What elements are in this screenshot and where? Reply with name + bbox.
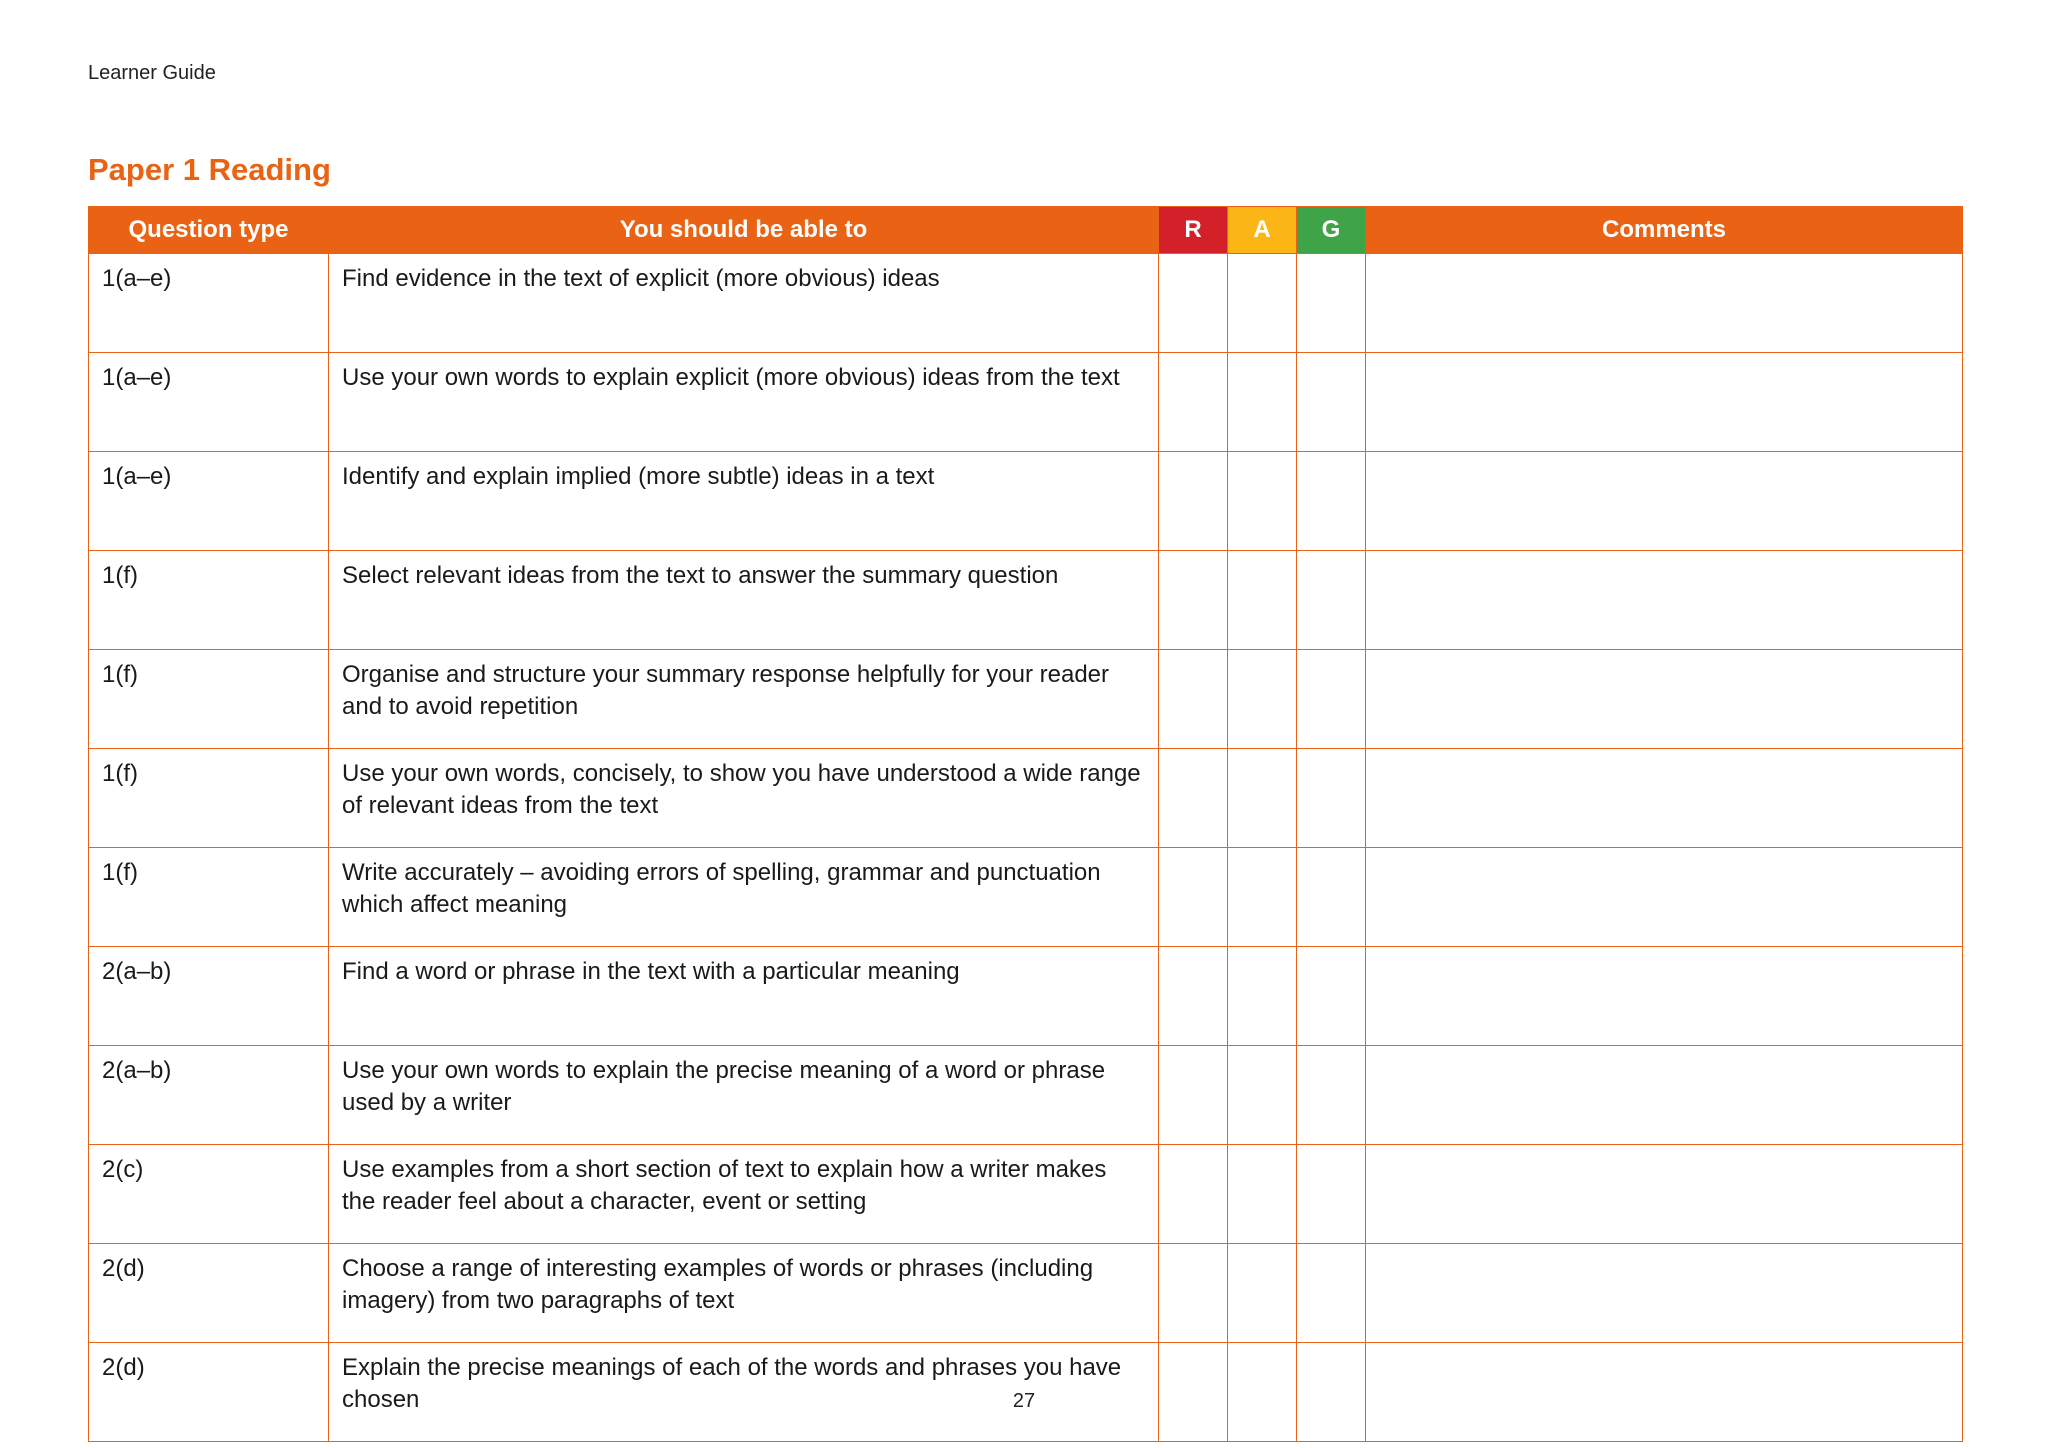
header-question-type: Question type [89,207,329,254]
rag-g-cell[interactable] [1297,650,1366,749]
comments-cell[interactable] [1366,254,1963,353]
rag-r-cell[interactable] [1159,650,1228,749]
section-title: Paper 1 Reading [88,152,331,187]
comments-cell[interactable] [1366,1145,1963,1244]
table-body [89,254,1963,1442]
rag-g-cell[interactable] [1297,848,1366,947]
skill-cell: Use your own words to explain explicit (more obvious) ideas from the text [329,353,1159,452]
rag-g-cell[interactable] [1297,353,1366,452]
question-type-cell: 1(f) [89,551,329,650]
rag-g-cell[interactable] [1297,947,1366,1046]
header-skill: You should be able to [329,207,1159,254]
rag-g-cell[interactable] [1297,749,1366,848]
question-type-cell: 1(f) [89,749,329,848]
comments-cell[interactable] [1366,650,1963,749]
rag-r-cell[interactable] [1159,1145,1228,1244]
table-row [89,1145,1963,1244]
table-row [89,947,1963,1046]
question-type-cell: 1(f) [89,650,329,749]
page-number: 27 [1012,1390,1036,1412]
rag-r-cell[interactable] [1159,353,1228,452]
rag-g-cell[interactable] [1297,1244,1366,1343]
table-row [89,254,1963,353]
rag-r-cell[interactable] [1159,551,1228,650]
question-type-cell: 1(a–e) [89,353,329,452]
table-row [89,1244,1963,1343]
header-a: A [1228,207,1297,254]
rag-g-cell[interactable] [1297,1145,1366,1244]
comments-cell[interactable] [1366,1046,1963,1145]
skill-cell: Use your own words to explain the precise meaning of a word or phrase used by a writer [329,1046,1159,1145]
skill-cell: Identify and explain implied (more subtle) ideas in a text [329,452,1159,551]
running-header: Learner Guide [88,62,216,84]
question-type-cell: 2(a–b) [89,1046,329,1145]
rag-g-cell[interactable] [1297,254,1366,353]
rag-r-cell[interactable] [1159,947,1228,1046]
table-header-row [89,207,1963,254]
skill-cell: Write accurately – avoiding errors of spelling, grammar and punctuation which affect meaning [329,848,1159,947]
rag-g-cell[interactable] [1297,1046,1366,1145]
rag-a-cell[interactable] [1228,947,1297,1046]
rag-a-cell[interactable] [1228,1145,1297,1244]
rag-a-cell[interactable] [1228,848,1297,947]
rag-g-cell[interactable] [1297,551,1366,650]
comments-cell[interactable] [1366,353,1963,452]
table-row [89,650,1963,749]
comments-cell[interactable] [1366,848,1963,947]
reading-checklist-table [88,206,1963,1442]
comments-cell[interactable] [1366,749,1963,848]
rag-r-cell[interactable] [1159,848,1228,947]
skill-cell: Use your own words, concisely, to show you have understood a wide range of relevant ideas from the text [329,749,1159,848]
header-r: R [1159,207,1228,254]
question-type-cell: 2(c) [89,1145,329,1244]
skill-cell: Find evidence in the text of explicit (more obvious) ideas [329,254,1159,353]
comments-cell[interactable] [1366,1244,1963,1343]
question-type-cell: 1(f) [89,848,329,947]
comments-cell[interactable] [1366,947,1963,1046]
rag-a-cell[interactable] [1228,749,1297,848]
rag-r-cell[interactable] [1159,749,1228,848]
rag-a-cell[interactable] [1228,551,1297,650]
rag-a-cell[interactable] [1228,254,1297,353]
rag-a-cell[interactable] [1228,452,1297,551]
skill-cell: Choose a range of interesting examples of words or phrases (including imagery) from two paragraphs of text [329,1244,1159,1343]
rag-a-cell[interactable] [1228,1046,1297,1145]
table-row [89,848,1963,947]
table-row [89,1046,1963,1145]
question-type-cell: 1(a–e) [89,452,329,551]
question-type-cell: 2(d) [89,1343,329,1442]
rag-a-cell[interactable] [1228,650,1297,749]
skill-cell: Organise and structure your summary response helpfully for your reader and to avoid repetition [329,650,1159,749]
skill-cell: Find a word or phrase in the text with a particular meaning [329,947,1159,1046]
comments-cell[interactable] [1366,551,1963,650]
table-row [89,551,1963,650]
skill-cell: Select relevant ideas from the text to answer the summary question [329,551,1159,650]
question-type-cell: 2(a–b) [89,947,329,1046]
question-type-cell: 1(a–e) [89,254,329,353]
header-g: G [1297,207,1366,254]
rag-r-cell[interactable] [1159,1244,1228,1343]
rag-a-cell[interactable] [1228,1244,1297,1343]
rag-g-cell[interactable] [1297,452,1366,551]
comments-cell[interactable] [1366,452,1963,551]
rag-r-cell[interactable] [1159,452,1228,551]
table-row [89,452,1963,551]
rag-a-cell[interactable] [1228,353,1297,452]
question-type-cell: 2(d) [89,1244,329,1343]
skill-cell: Use examples from a short section of text to explain how a writer makes the reader feel about a character, event or setting [329,1145,1159,1244]
rag-r-cell[interactable] [1159,1046,1228,1145]
header-comments: Comments [1366,207,1963,254]
table-row [89,353,1963,452]
table-row [89,749,1963,848]
skill-cell: Explain the precise meanings of each of the words and phrases you have chosen [329,1343,1159,1442]
rag-r-cell[interactable] [1159,254,1228,353]
